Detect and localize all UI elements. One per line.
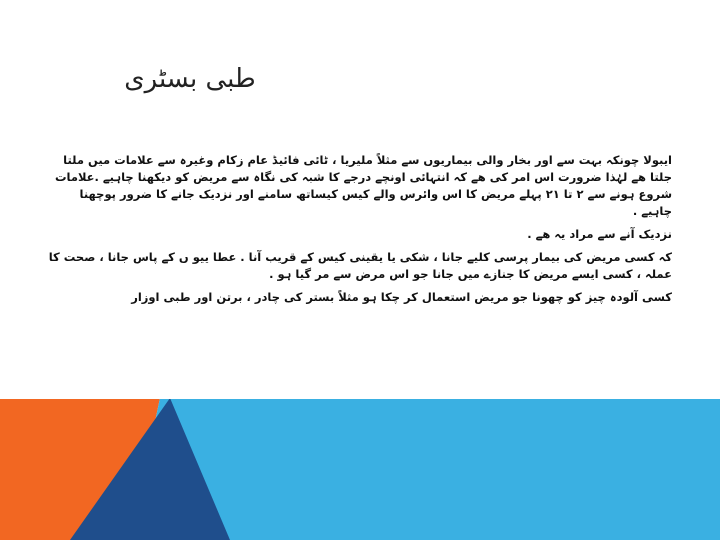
light-blue-band: [130, 398, 720, 540]
slide-body: [46, 152, 672, 312]
slide-title: [0, 64, 680, 94]
dark-blue-triangle: [70, 398, 230, 540]
orange-shape: [0, 398, 160, 540]
gray-triangle: [0, 398, 120, 470]
paragraph-4: کسی آلودہ چیز کو چھونا جو مریض استعمال کر چکا ہو مثلاً بستر کی چادر ، برتن اور طبی اوزار: [131, 290, 672, 304]
white-separator: [0, 397, 720, 399]
slide-title-text: طبی بسٹری: [124, 64, 256, 94]
paragraph-1: ایبولا چونکہ بہت سے اور بخار والی بیماریوں سے مثلاً ملیریا ، ٹائی فائیڈ عام زکام وغیرہ سے علامات میں ملتا جلتا ھے لہٰذا ضرورت اس امر کی ھے کہ انتہائی اونچے درجے کا شبہ کی نگاہ سے مریض کو دیکھنا چاہیے .علامات شروع ہونے سے ۲ تا ۲۱ پہلے مریض کا اس وائرس والے کیس کیساتھ سامنے اور نزدیک جانے کا ضرور پوچھنا چاہیے .: [54, 153, 672, 218]
paragraph-2: نزدیک آنے سے مراد یہ ھے .: [527, 227, 672, 241]
paragraph-3: کہ کسی مریض کی بیمار پرسی کلیے جانا ، شکی یا یقینی کیس کے قریب آنا . عطا ییو ں کے پاس جانا ، صحت کا عملہ ، کسی ایسے مریض کا جنازے میں جانا جو اس مرض سے مر گیا ہو .: [48, 250, 672, 281]
